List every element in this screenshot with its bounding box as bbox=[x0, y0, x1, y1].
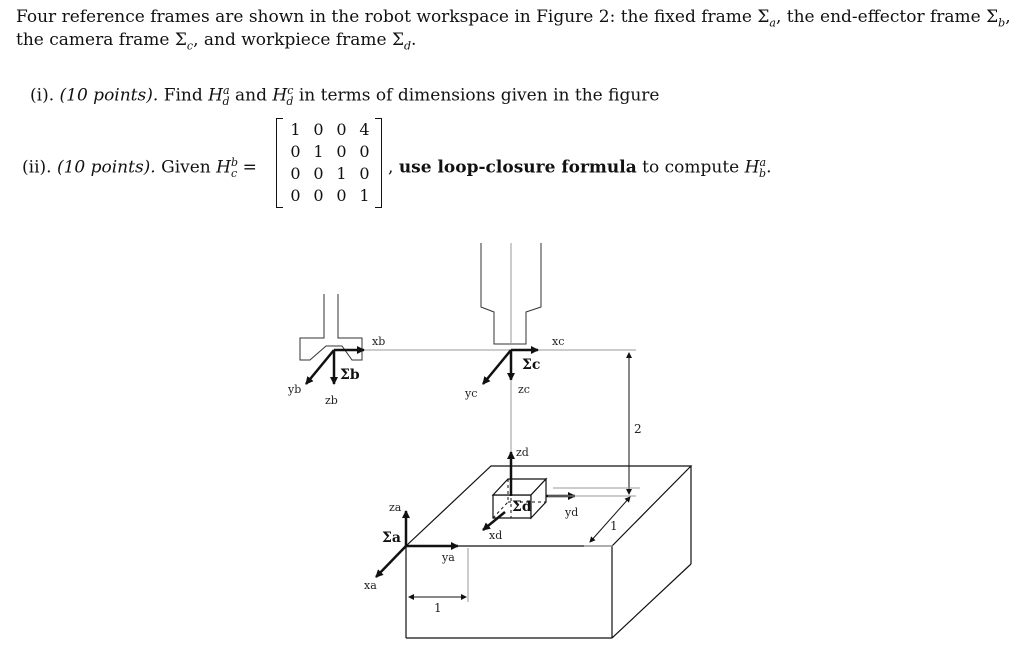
question-text: and bbox=[229, 85, 273, 106]
intro-text: , and workpiece frame Σ bbox=[193, 30, 404, 50]
matrix-cell: 1 bbox=[313, 141, 324, 161]
matrix-cell: 0 bbox=[313, 119, 324, 139]
superscript: a bbox=[222, 84, 230, 97]
superscript: a bbox=[759, 156, 767, 169]
label-xd: xd bbox=[489, 529, 503, 542]
label-ya: ya bbox=[442, 551, 455, 564]
question-points: (10 points). bbox=[56, 157, 156, 178]
dimension-1-bottom bbox=[409, 548, 468, 602]
intro-text: the camera frame Σ bbox=[16, 30, 187, 50]
question-text: to compute bbox=[636, 157, 745, 178]
superscript: c bbox=[287, 84, 294, 97]
question-text: Find bbox=[163, 85, 209, 106]
matrix-symbol: H bbox=[216, 157, 231, 178]
matrix-cell: 1 bbox=[290, 119, 301, 139]
intro-text: . bbox=[411, 30, 417, 50]
matrix-symbol: H bbox=[272, 85, 288, 106]
matrix-cell: 0 bbox=[290, 185, 301, 205]
label-frame-a: Σa bbox=[382, 530, 401, 546]
subscript: d bbox=[222, 95, 230, 109]
subscript: d bbox=[404, 39, 412, 53]
question-text: Given bbox=[161, 157, 217, 178]
intro-text: , the end-effector frame Σ bbox=[775, 7, 999, 27]
matrix-cell: 0 bbox=[336, 185, 347, 205]
matrix-cell: 0 bbox=[359, 163, 370, 183]
question-number: (i). bbox=[30, 85, 55, 106]
label-xa: xa bbox=[364, 579, 377, 592]
matrix-cell: 4 bbox=[359, 119, 370, 139]
emphasis-text: use loop-closure formula bbox=[398, 157, 637, 178]
label-yb: yb bbox=[288, 383, 302, 396]
matrix-cell: 0 bbox=[359, 141, 370, 161]
dimension-2 bbox=[548, 353, 636, 496]
label-yd: yd bbox=[565, 506, 579, 519]
label-frame-c: Σc bbox=[522, 357, 541, 373]
matrix-cell: 0 bbox=[336, 119, 347, 139]
subscript: b bbox=[998, 16, 1006, 30]
equals-sign: = bbox=[237, 157, 257, 178]
question-points: (10 points). bbox=[59, 85, 159, 106]
matrix-cell: 1 bbox=[336, 163, 347, 183]
label-za: za bbox=[389, 501, 402, 514]
label-zd: zd bbox=[516, 446, 529, 459]
subscript: b bbox=[759, 167, 767, 181]
intro-text: , bbox=[1005, 7, 1011, 27]
matrix-cell: 0 bbox=[313, 163, 324, 183]
subscript: c bbox=[186, 39, 194, 53]
label-dim-2: 2 bbox=[634, 422, 642, 436]
matrix-cell: 0 bbox=[290, 141, 301, 161]
label-zc: zc bbox=[518, 383, 530, 396]
label-frame-b: Σb bbox=[340, 367, 360, 383]
matrix-cell: 0 bbox=[290, 163, 301, 183]
label-zb: zb bbox=[325, 394, 338, 407]
question-text: , bbox=[388, 157, 394, 178]
question-text: in terms of dimensions given in the figure bbox=[293, 85, 660, 106]
camera-body bbox=[481, 243, 541, 344]
subscript: d bbox=[286, 95, 294, 109]
label-dim-1-bottom: 1 bbox=[434, 601, 442, 615]
matrix-symbol: H bbox=[744, 157, 760, 178]
label-xb: xb bbox=[372, 335, 386, 348]
matrix-cell: 0 bbox=[336, 141, 347, 161]
superscript: b bbox=[231, 156, 239, 169]
matrix-symbol: H bbox=[208, 85, 223, 106]
label-yc: yc bbox=[465, 387, 478, 400]
subscript: c bbox=[231, 167, 238, 181]
matrix-cell: 1 bbox=[359, 185, 370, 205]
label-frame-d: Σd bbox=[512, 499, 532, 515]
question-number: (ii). bbox=[22, 157, 52, 178]
subscript: a bbox=[769, 16, 776, 30]
label-xc: xc bbox=[552, 335, 565, 348]
label-dim-1-side: 1 bbox=[610, 519, 618, 533]
intro-text: Four reference frames are shown in the robot workspace in Figure 2: the fixed frame Σ bbox=[16, 7, 770, 27]
question-text: . bbox=[766, 157, 772, 178]
matrix-cell: 0 bbox=[313, 185, 324, 205]
